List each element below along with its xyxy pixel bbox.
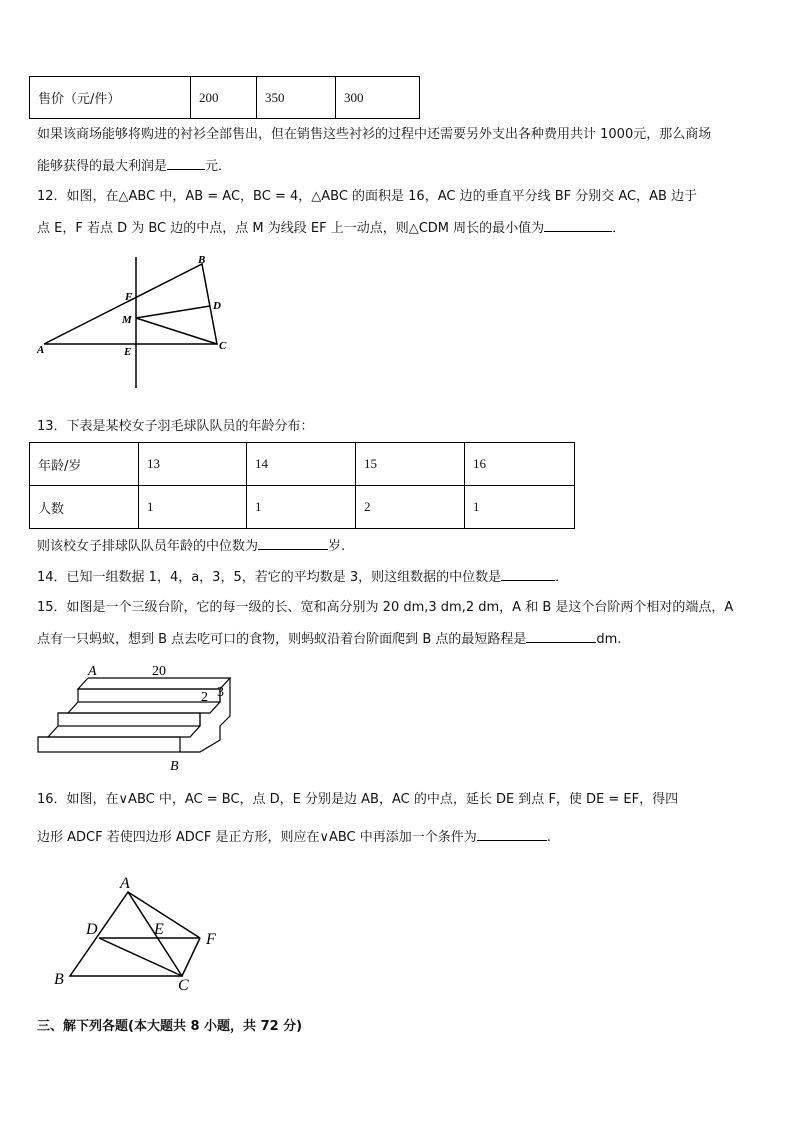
q15-stairs-figure: [30, 660, 240, 778]
label-c: C: [178, 977, 189, 994]
answer-blank: [167, 155, 205, 170]
label-b: B: [198, 254, 206, 266]
label-a: A: [120, 875, 130, 892]
answer-blank: [258, 535, 328, 550]
label-a: A: [37, 344, 45, 356]
price-table-cell: 200: [191, 77, 257, 119]
table-row: [30, 443, 575, 486]
q12-line1: 12．如图，在△ABC 中，AB = AC，BC = 4，△ABC 的面积是 16，AC 边的垂直平分线 BF 分别交 AC，AB 边于: [37, 189, 698, 204]
age-table: [29, 442, 575, 529]
q16-end: .: [546, 830, 551, 845]
q16-text: 边形 ADCF 若使四边形 ADCF 是正方形，则应在∨ABC 中再添加一个条件为: [37, 830, 477, 845]
label-d: D: [86, 921, 98, 938]
q14: [37, 566, 762, 589]
q13-text: 则该校女子排球队队员年龄的中位数为: [37, 539, 259, 554]
answer-blank: [544, 217, 612, 232]
segment-mc: [136, 318, 217, 344]
age-table-cell: 1: [139, 486, 247, 529]
triangle-abc: [44, 264, 217, 344]
age-table-cell: 16: [465, 443, 575, 486]
q11-line2: [37, 155, 762, 178]
q13-intro: 13．下表是某校女子羽毛球队队员的年龄分布：: [37, 419, 314, 434]
age-table-cell: 1: [247, 486, 356, 529]
stairs-label-a: A: [88, 664, 97, 679]
age-table-cell: 2: [356, 486, 465, 529]
q13-question: [37, 535, 762, 558]
segment-af: [128, 892, 200, 938]
stairs-length-label: 20: [152, 664, 166, 679]
age-table-cell: 15: [356, 443, 465, 486]
label-m: M: [122, 314, 132, 326]
price-table: [29, 76, 420, 119]
answer-blank: [526, 628, 596, 643]
q16-figure: [50, 870, 230, 995]
q15-unit: dm.: [596, 632, 622, 647]
label-d: D: [213, 300, 221, 312]
age-table-header-label: 年龄/岁: [30, 443, 139, 486]
table-row: [30, 486, 575, 529]
q12-text: 点 E，F 若点 D 为 BC 边的中点，点 M 为线段 EF 上一动点，则△CDM 周长的最小值为: [37, 221, 545, 236]
label-e: E: [154, 921, 164, 938]
stairs-height-label: 3: [217, 685, 224, 700]
q15-line1: 15．如图是一个三级台阶，它的每一级的长、宽和高分别为 20 dm,3 dm,2 dm，A 和 B 是这个台阶两个相对的端点，A: [37, 600, 734, 615]
q11-line1: 如果该商场能够将购进的衬衫全部售出，但在销售这些衬衫的过程中还需要另外支出各种费用共计 1000元，那么商场: [37, 127, 712, 142]
stairs-label-b: B: [170, 759, 179, 774]
q15-text: 点有一只蚂蚁，想到 B 点去吃可口的食物，则蚂蚁沿着台阶面爬到 B 点的最短路程是: [37, 632, 527, 647]
q12-line2: [37, 217, 762, 240]
price-table-cell: 300: [336, 77, 420, 119]
segment-fc: [182, 938, 200, 976]
label-f: F: [206, 931, 216, 948]
label-b: B: [54, 971, 64, 988]
section-3-title: 三、解下列各题(本大题共 8 小题，共 72 分): [37, 1019, 303, 1034]
age-table-cell: 1: [465, 486, 575, 529]
q15-line2: [37, 628, 762, 651]
stairs-width-label: 2: [201, 690, 208, 705]
age-table-cell: 14: [247, 443, 356, 486]
age-table-row-label: 人数: [30, 486, 139, 529]
label-c: C: [219, 340, 227, 352]
q14-end: ．: [555, 570, 569, 585]
segment-md: [136, 306, 210, 318]
q16-line1: 16．如图，在∨ABC 中，AC = BC，点 D，E 分别是边 AB，AC 的中点，延长 DE 到点 F，使 DE = EF，得四: [37, 792, 679, 807]
q16-line2: [37, 826, 762, 849]
q12-end: ．: [612, 221, 626, 236]
price-table-cell: 350: [257, 77, 336, 119]
q12-figure: [30, 252, 240, 392]
q13-unit: 岁.: [328, 539, 346, 554]
label-e: E: [124, 346, 132, 358]
answer-blank: [477, 826, 547, 841]
answer-blank: [501, 566, 555, 581]
q11-unit: 元．: [205, 159, 232, 174]
q11-text: 能够获得的最大利润是: [37, 159, 168, 174]
price-table-label: 售价（元/件）: [30, 77, 191, 119]
age-table-cell: 13: [139, 443, 247, 486]
q14-text: 14．已知一组数据 1，4，a，3，5，若它的平均数是 3，则这组数据的中位数是: [37, 570, 502, 585]
label-f: F: [125, 291, 133, 303]
